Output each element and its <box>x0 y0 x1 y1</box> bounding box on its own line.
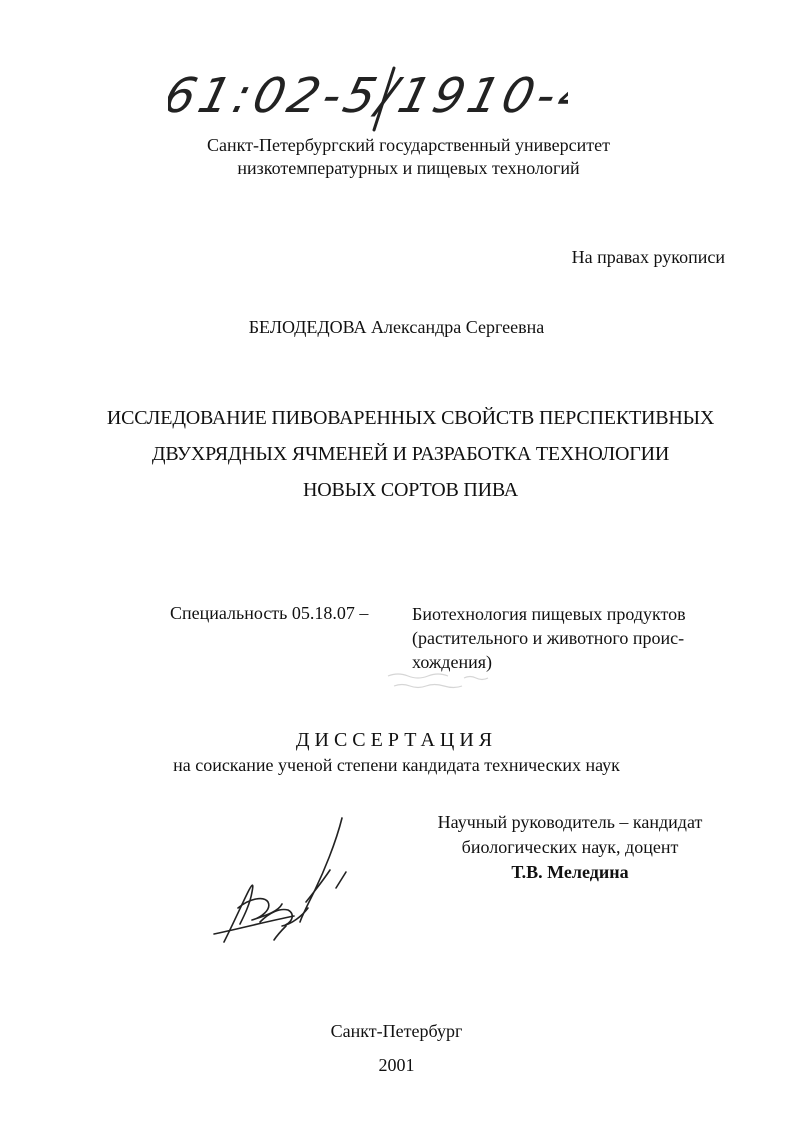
advisor-line1: Научный руководитель – кандидат <box>437 812 703 832</box>
manuscript-rights-note: На правах рукописи <box>571 247 725 267</box>
thesis-title-line1: ИССЛЕДОВАНИЕ ПИВОВАРЕННЫХ СВОЙСТВ ПЕРСПЕКТИВНЫХ <box>106 407 715 429</box>
faint-bleed-through <box>384 668 514 694</box>
handwritten-code-drawing <box>168 60 568 140</box>
signature <box>204 812 354 952</box>
university-name-line2: низкотемпературных и пищевых технологий <box>237 158 580 178</box>
dissertation-heading: ДИССЕРТАЦИЯ <box>295 729 498 751</box>
handwritten-code-text: 61:02-5/1910-4 <box>168 68 568 124</box>
specialty-value-line3: хождения) <box>412 652 492 672</box>
advisor-name: Т.В. Меледина <box>511 862 629 882</box>
specialty-value-line1: Биотехнология пищевых продуктов <box>412 604 686 624</box>
scientific-advisor <box>400 810 740 885</box>
city: Санкт-Петербург <box>330 1021 463 1041</box>
handwritten-code <box>168 60 568 140</box>
advisor-line2: биологических наук, доцент <box>461 837 679 857</box>
thesis-title-line2: ДВУХРЯДНЫХ ЯЧМЕНЕЙ И РАЗРАБОТКА ТЕХНОЛОГИИ <box>151 443 670 465</box>
specialty-value <box>412 602 728 674</box>
university-name-line1: Санкт-Петербургский государственный университет <box>206 135 611 155</box>
signature-drawing <box>204 812 354 952</box>
year: 2001 <box>378 1055 415 1075</box>
specialty-value-line2: (растительного и животного проис- <box>412 628 685 648</box>
dissertation-subtitle: на соискание ученой степени кандидата технических наук <box>173 755 620 775</box>
specialty-label: Специальность 05.18.07 – <box>170 603 369 623</box>
author-name: БЕЛОДЕДОВА Александра Сергеевна <box>248 317 545 337</box>
thesis-title-line3: НОВЫХ СОРТОВ ПИВА <box>302 479 518 501</box>
